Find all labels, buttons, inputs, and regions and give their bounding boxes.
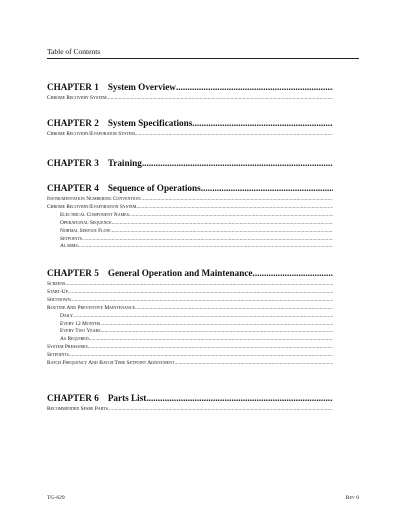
toc-entry-instrumentation-numbering-convention[interactable]: Instrumentation Numbering Convention: ..... [47,196,333,204]
toc-entry-chrome-recovery-system[interactable]: Chrome Recovery System ..... [47,95,333,103]
chapter-title: Training [107,158,142,168]
dot-leader [142,196,334,204]
page-header-title: Table of Contents [47,47,101,56]
chapter-1-section [47,82,333,118]
dot-leader [112,220,333,228]
chapter-4-heading[interactable] [47,183,333,193]
toc-entry-normal-service-flow[interactable]: Normal Service Flow ..... [47,228,333,236]
chapter-1-heading[interactable] [47,82,333,92]
dot-leader [192,118,333,128]
chapter-3-heading[interactable] [47,158,333,168]
chapter-title: Parts List [107,393,147,403]
dot-leader [71,297,333,305]
chapter-number: CHAPTER 5 [47,268,99,278]
chapter-2-heading[interactable] [47,118,333,128]
revision-label: Rev 0 [345,495,359,501]
dot-leader [107,95,333,103]
dot-leader [73,313,333,321]
toc-entry-electrical-component-names[interactable]: Electrical Component Names ..... [47,212,333,220]
dot-leader [176,82,333,92]
toc-entry-every-12-months[interactable]: Every 12 Months ..... [47,321,333,329]
chapter-6-section [47,393,333,423]
dot-leader [65,281,333,289]
chapter-number: CHAPTER 6 [47,393,99,403]
chapter-title: General Operation and Maintenance [107,268,253,278]
dot-leader [136,204,333,212]
chapter-2-section [47,118,333,158]
chapter-6-heading[interactable] [47,393,333,403]
dot-leader [68,289,333,297]
toc-entry-system-pressures[interactable]: System Pressures ..... [47,344,333,352]
chapter-5-section [47,268,333,393]
dot-leader [100,328,333,336]
toc-entry-shutdown[interactable]: Shutdown ..... [47,297,333,305]
toc-entry-batch-frequency-adjustment[interactable]: Batch Frequency And Batch Time Setpoint Adjustment ..... [47,360,333,368]
toc-entry-setpoints[interactable]: Setpoints ..... [47,236,333,244]
chapter-number: CHAPTER 2 [47,118,99,128]
chapter-number: CHAPTER 4 [47,183,99,193]
table-of-contents [47,82,333,423]
page-footer [47,495,359,501]
toc-entry-chrome-recovery-evaporator-system[interactable]: Chrome Recovery/Evaporator System ..... [47,131,333,139]
toc-entry-recommended-spare-parts[interactable]: Recommended Spare Parts ..... [47,406,333,414]
chapter-5-heading[interactable] [47,268,333,278]
toc-entry-operational-sequence[interactable]: Operational Sequence ..... [47,220,333,228]
dot-leader [201,183,333,193]
chapter-title: System Specifications [107,118,193,128]
dot-leader [110,228,333,236]
toc-entry-routine-preventive-maintenance[interactable]: Routine And Preventive Maintenance ..... [47,305,333,313]
toc-entry-daily[interactable]: Daily ..... [47,313,333,321]
toc-entry-start-up[interactable]: Start-Up ..... [47,289,333,297]
dot-leader [135,305,333,313]
page-header [47,47,359,59]
dot-leader [174,360,333,368]
dot-leader [88,344,333,352]
dot-leader [108,406,333,414]
dot-leader [78,243,333,251]
dot-leader [135,131,333,139]
dot-leader [69,352,333,360]
dot-leader [146,393,333,403]
toc-entry-screens[interactable]: Screens ..... [47,281,333,289]
dot-leader [129,212,333,220]
dot-leader [142,158,333,168]
chapter-title: System Overview [107,82,176,92]
dot-leader [253,268,333,278]
chapter-4-section [47,183,333,268]
dot-leader [82,236,333,244]
toc-entry-alarms[interactable]: Alarms ..... [47,243,333,251]
dot-leader [89,336,333,344]
dot-leader [100,321,333,329]
toc-entry-every-two-years[interactable]: Every Two Years ..... [47,328,333,336]
toc-entry-as-required[interactable]: As Required ..... [47,336,333,344]
document-number: TG-629 [47,495,65,501]
toc-entry-chrome-recovery-evaporation-system[interactable]: Chrome Recovery/Evaporation System ..... [47,204,333,212]
chapter-number: CHAPTER 1 [47,82,99,92]
chapter-3-section [47,158,333,183]
chapter-number: CHAPTER 3 [47,158,99,168]
toc-entry-setpoints[interactable]: Setpoints ..... [47,352,333,360]
chapter-title: Sequence of Operations [107,183,201,193]
